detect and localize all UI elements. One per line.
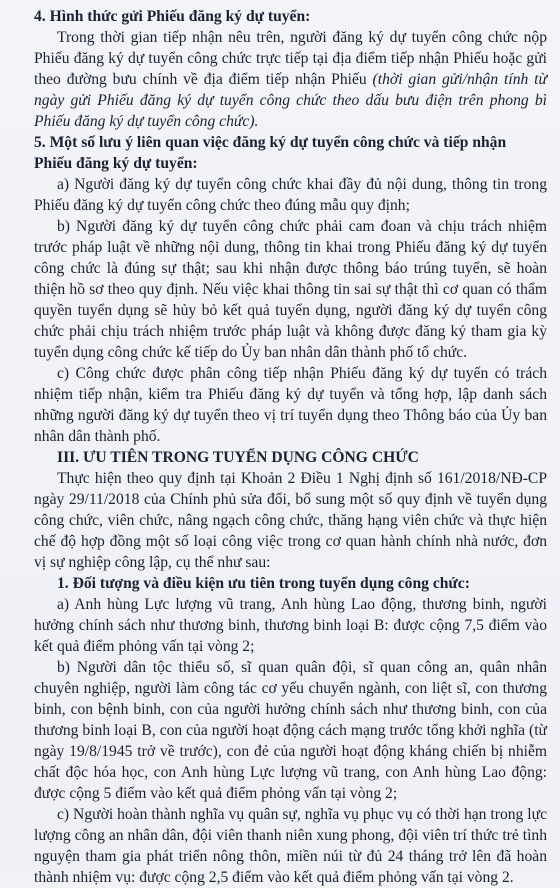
- subsection-1-heading: 1. Đối tượng và điều kiện ưu tiên trong tuyển dụng công chức:: [57, 575, 470, 592]
- section-5-heading: 5. Một số lưu ý liên quan việc đăng ký dự tuyển công chức và tiếp nhận Phiếu đăng ký dự tuyển:: [34, 134, 507, 172]
- section-4-heading: 4. Hình thức gửi Phiếu đăng ký dự tuyển:: [34, 8, 311, 25]
- priority-item-b: b) Người dân tộc thiểu số, sĩ quan quân đội, sĩ quan công an, quân nhân chuyên nghiệp, người làm công tác cơ yếu chuyển ngành, con liệt sĩ, con thương binh, con bệnh binh, con của người hưởng chính sách như thương binh, con của thương binh loại B, con của người hoạt động cách mạng trước tổng khởi nghĩa (từ ngày 19/8/1945 trở về trước), con đẻ của người hoạt động kháng chiến bị nhiễm chất độc hóa học, con Anh hùng Lực lượng vũ trang, con Anh hùng Lao động: được cộng 5 điểm vào kết quả điểm phỏng vấn tại vòng 2;: [34, 659, 547, 802]
- section-iii-intro: Thực hiện theo quy định tại Khoản 2 Điều 1 Nghị định số 161/2018/NĐ-CP ngày 29/11/2018 của Chính phủ sửa đổi, bổ sung một số quy định về tuyển dụng công chức, viên chức, nâng ngạch công chức, thăng hạng viên chức và thực hiện chế độ hợp đồng một số loại công việc trong cơ quan hành chính nhà nước, đơn vị sự nghiệp công lập, cụ thể như sau:: [34, 470, 547, 571]
- section-4-paragraph-text: Trong thời gian tiếp nhận nêu trên, người đăng ký dự tuyển công chức nộp Phiếu đăng ký dự tuyển công chức trực tiếp tại địa điểm tiếp nhận Phiếu hoặc gửi theo đường bưu chính về địa điểm tiếp nhận Phiếu: [34, 29, 547, 88]
- priority-item-c: c) Người hoàn thành nghĩa vụ quân sự, nghĩa vụ phục vụ có thời hạn trong lực lượng công an nhân dân, đội viên thanh niên xung phong, đội viên trí thức trẻ tình nguyện tham gia phát triển nông thôn, miền núi từ đủ 24 tháng trở lên đã hoàn thành nhiệm vụ: được cộng 2,5 điểm vào kết quả điểm phỏng vấn tại vòng 2.: [34, 806, 547, 886]
- section-4-paragraph-italic: (thời gian gửi/nhận tính từ ngày gửi Phiếu đăng ký dự tuyển công chức theo dấu bưu điện trên phong bì Phiếu đăng ký dự tuyển công chức).: [34, 71, 547, 130]
- section-4-paragraph: [34, 27, 547, 132]
- section-5-item-b: b) Người đăng ký dự tuyển công chức phải cam đoan và chịu trách nhiệm trước pháp luật về những nội dung, thông tin khai trong Phiếu đăng ký dự tuyển công chức là đúng sự thật; sau khi nhận được thông báo trúng tuyển, sẽ hoàn thiện hồ sơ theo quy định. Nếu việc khai thông tin sai sự thật thì cơ quan có thẩm quyền tuyển dụng sẽ hủy bỏ kết quả tuyển dụng, người đăng ký dự tuyển công chức phải chịu trách nhiệm trước pháp luật và không được đăng ký tham gia kỳ tuyển dụng công chức kế tiếp do Ủy ban nhân dân thành phố tổ chức.: [34, 218, 547, 361]
- section-5-item-a: a) Người đăng ký dự tuyển công chức khai đầy đủ nội dung, thông tin trong Phiếu đăng ký dự tuyển công chức theo đúng mẫu quy định;: [34, 176, 547, 214]
- section-5-item-c: c) Công chức được phân công tiếp nhận Phiếu đăng ký dự tuyển có trách nhiệm tiếp nhận, kiểm tra Phiếu đăng ký dự tuyển và tổng hợp, lập danh sách những người đăng ký dự tuyển theo vị trí tuyển dụng theo Thông báo của Ủy ban nhân dân thành phố.: [34, 365, 547, 445]
- priority-item-a: a) Anh hùng Lực lượng vũ trang, Anh hùng Lao động, thương binh, người hưởng chính sách như thương binh, thương binh loại B: được cộng 7,5 điểm vào kết quả điểm phỏng vấn tại vòng 2;: [34, 596, 547, 655]
- section-iii-heading: III. ƯU TIÊN TRONG TUYỂN DỤNG CÔNG CHỨC: [57, 449, 419, 466]
